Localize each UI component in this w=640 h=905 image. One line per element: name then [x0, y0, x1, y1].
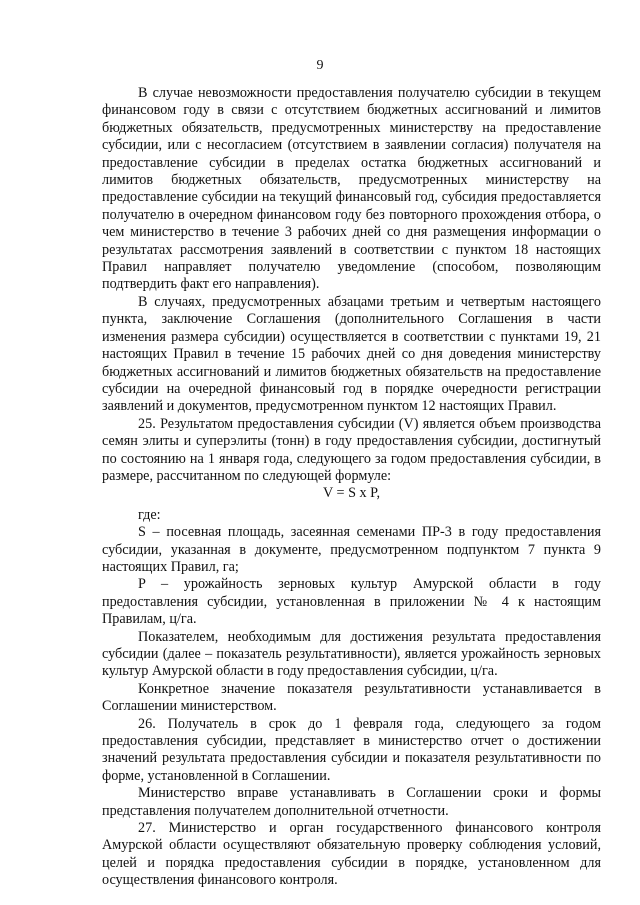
paragraph-indicator: Показателем, необходимым для достижения результата предоставления субсидии (далее – показатель результативности), является урожайность зерновых культур Амурской области в году предоставления субсидии, ц/га. [102, 628, 601, 680]
definition-s: S – посевная площадь, засеянная семенами ПР-3 в году предоставления субсидии, указанная в документе, предусмотренном подпунктом 7 пункта 9 настоящих Правил, га; [102, 524, 601, 575]
formula-where: где: [138, 506, 161, 523]
document-body [102, 85, 601, 890]
paragraph-item-26: 26. Получатель в срок до 1 февраля года, следующего за годом предоставления субсидии, представляет в министерство отчет о достижении значений результата предоставления субсидии и показателя результативности по форме, установленной в Соглашении. [102, 715, 601, 784]
paragraph-agreement-conclusion: В случаях, предусмотренных абзацами третьим и четвертым настоящего пункта, заключение Соглашения (дополнительного Соглашения в части изменения размера субсидии) осуществляется в соответствии с пунктами 19, 21 настоящих Правил в течение 15 рабочих дней со дня доведения министерству бюджетных ассигнований и лимитов бюджетных обязательств на предоставление субсидии на очередной финансовый год в порядке очередности регистрации заявлений и документов, предусмотренном пунктом 12 настоящих Правил. [102, 293, 601, 415]
paragraph-indicator-value: Конкретное значение показателя результативности устанавливается в Соглашении министерством. [102, 680, 601, 715]
page-number: 9 [316, 58, 324, 73]
definition-p: P – урожайность зерновых культур Амурской области в году предоставления субсидии, установленная в приложении № 4 к настоящим Правилам, ц/га. [102, 576, 601, 628]
paragraph-additional-reporting: Министерство вправе устанавливать в Соглашении сроки и формы представления получателем дополнительной отчетности. [102, 785, 601, 819]
paragraph-item-25: 25. Результатом предоставления субсидии (V) является объем производства семян элиты и суперэлиты (тонн) в году предоставления субсидии, достигнутый по состоянию на 1 января года, следующего за годом предоставления субсидии, в размере, рассчитанном по следующей формуле: [102, 415, 601, 484]
formula: V = S x P, [322, 485, 381, 502]
paragraph-item-27: 27. Министерство и орган государственного финансового контроля Амурской области осуществляют обязательную проверку соблюдения условий, целей и порядка предоставления субсидии в порядке, установленном для осуществления финансового контроля. [102, 820, 601, 889]
paragraph-budget-shortfall: В случае невозможности предоставления получателю субсидии в текущем финансовом году в связи с отсутствием бюджетных ассигнований и лимитов бюджетных обязательств, предусмотренных министерству на предоставление субсидии, или с несогласием (отсутствием в заявлении согласия) получателя на предоставление субсидии в пределах остатка бюджетных ассигнований и лимитов бюджетных обязательств, предусмотренных министерству на предоставление субсидии на текущий финансовый год, субсидия предоставляется получателю в очередном финансовом году без повторного прохождения отбора, о чем министерство в течение 3 рабочих дней со дня размещения информации о результатах рассмотрения заявлений в соответствии с пунктом 18 настоящих Правил направляет получателю уведомление (способом, позволяющим подтвердить факт его направления). [102, 85, 601, 293]
